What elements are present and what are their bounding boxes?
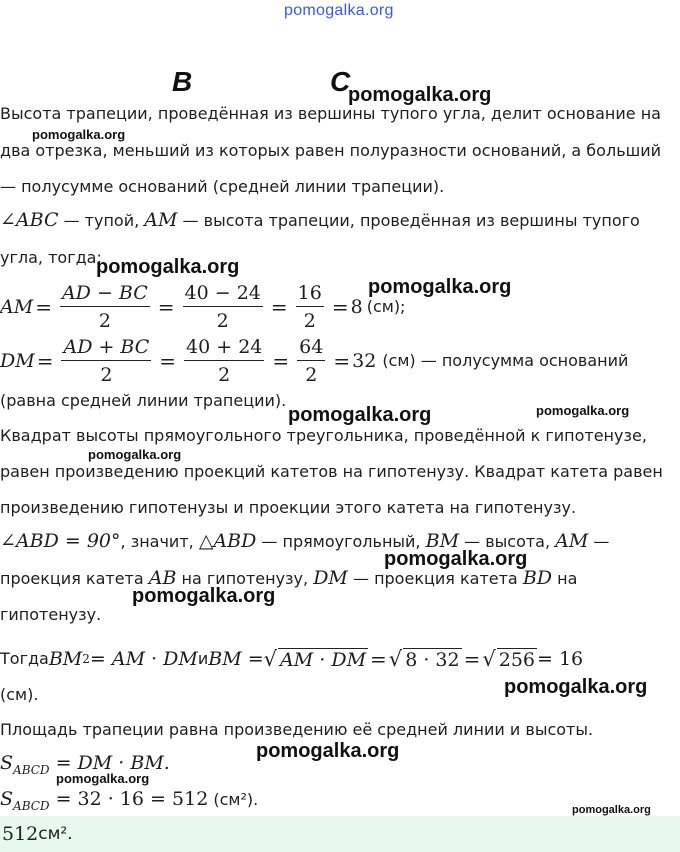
eq1-frac-3 <box>296 283 324 331</box>
answer-box <box>0 816 680 852</box>
angle-abd: ∠ABD = 90° <box>0 530 121 552</box>
eq2-unit: (см) — полусумма оснований <box>382 351 629 370</box>
watermark: pomogalka.org <box>132 585 276 607</box>
area-formula-2 <box>0 788 258 816</box>
watermark: pomogalka.org <box>88 447 182 462</box>
eq1-eq-4: = <box>331 295 349 319</box>
eq2-lhs: DM <box>0 350 35 372</box>
p2-text-1: — тупой, <box>58 211 145 230</box>
p2-line-1 <box>0 209 640 232</box>
eq1-frac-2 <box>183 283 263 331</box>
eq2-frac-1-num: AD + BC <box>61 337 151 361</box>
p4-text-1: , значит, <box>120 532 199 551</box>
eq2-frac-2 <box>184 337 264 385</box>
answer-value: 512 <box>2 823 39 845</box>
p5-text-1: Тогда <box>0 649 49 668</box>
watermark: pomogalka.org <box>56 771 150 786</box>
eq2-eq-3: = <box>272 349 290 373</box>
root-3: 256 <box>498 648 535 671</box>
bm-result: = 16 <box>537 648 584 670</box>
s2-symbol: S <box>0 788 14 810</box>
eq2-eq-4: = <box>333 349 351 373</box>
dm-symbol: DM <box>313 567 348 589</box>
p4-l2-text-4: на <box>552 569 578 588</box>
eq1-frac-2-num: 40 − 24 <box>183 283 263 307</box>
watermark: pomogalka.org <box>368 276 512 298</box>
sqrt-icon-1: √ <box>263 647 278 671</box>
bm-eq: BM = <box>208 648 264 670</box>
p4-text-4: — <box>588 532 610 551</box>
sqrt-icon-2: √ <box>388 647 403 671</box>
eq1-result: 8 <box>350 296 363 318</box>
bm2-base: BM <box>48 648 83 670</box>
p2-line-2: угла, тогда: <box>0 248 102 267</box>
eq2-frac-2-den: 2 <box>218 364 231 386</box>
am-symbol-2: AM <box>555 530 589 552</box>
vertex-label-c: C <box>330 66 351 97</box>
bm-symbol: BM <box>425 530 460 552</box>
eq1-frac-2-den: 2 <box>216 310 229 332</box>
watermark: pomogalka.org <box>96 256 240 278</box>
equation-am <box>0 282 405 332</box>
watermark: pomogalka.org <box>32 127 126 142</box>
p3-line-3: произведению гипотенузы и проекции этого катета на гипотенузу. <box>0 498 577 517</box>
s1-sub: ABCD <box>13 763 50 777</box>
p4-l2-text-2: на гипотенузу, <box>176 569 314 588</box>
eq1-frac-3-den: 2 <box>303 310 316 332</box>
eq1-eq-2: = <box>157 295 175 319</box>
p1-line-2: два отрезка, меньший из которых равен полуразности оснований, а больший <box>0 141 662 160</box>
bd-symbol: BD <box>522 567 553 589</box>
eq2-frac-1-den: 2 <box>100 364 113 386</box>
eq1-frac-1-den: 2 <box>98 310 111 332</box>
eq1-eq: = <box>35 295 52 319</box>
eq2-frac-2-num: 40 + 24 <box>184 337 264 361</box>
angle-abc: ∠ABC <box>0 209 59 231</box>
p5-and: и <box>197 649 209 668</box>
ab-symbol: AB <box>148 567 177 589</box>
bm2-prod: = AM · DM <box>89 648 198 670</box>
p2-text-2: — высота трапеции, проведённая из вершины тупого <box>177 211 640 230</box>
vertex-label-b: B <box>172 66 193 97</box>
answer-unit: см². <box>38 824 73 844</box>
p4-l2-text-1: проекция катета <box>0 569 149 588</box>
eq1-frac-1-num: AD − BC <box>60 283 150 307</box>
watermark: pomogalka.org <box>572 804 651 816</box>
eq1-unit: (см); <box>366 297 406 316</box>
root-2: 8 · 32 <box>405 648 460 671</box>
p4-text-2: — прямоугольный, <box>256 532 426 551</box>
watermark: pomogalka.org <box>504 676 648 698</box>
s2-rhs: = 32 · 16 = 512 <box>49 788 209 810</box>
eq2-eq: = <box>36 349 54 373</box>
s2-unit: (см²). <box>208 790 259 809</box>
s2-sub: ABCD <box>13 799 50 813</box>
watermark: pomogalka.org <box>536 403 630 418</box>
p1-line-3: — полусумме оснований (средней линии трапеции). <box>0 177 445 196</box>
eq1-eq-3: = <box>270 295 288 319</box>
eq2-frac-1 <box>61 337 151 385</box>
p4-l2-text-3: — проекция катета <box>347 569 523 588</box>
root-1: AM · DM <box>280 648 367 671</box>
eq2-result: 32 <box>352 350 377 372</box>
eq2-frac-3-num: 64 <box>297 337 325 361</box>
eq2-frac-3-den: 2 <box>305 364 318 386</box>
site-link[interactable]: pomogalka.org <box>284 2 394 19</box>
eq1-frac-3-num: 16 <box>296 283 324 307</box>
eq2-frac-3 <box>297 337 325 385</box>
triangle-abd: △ABD <box>198 530 257 552</box>
eq3-eq-1: = <box>370 647 387 671</box>
p4-text-3: — высота, <box>459 532 556 551</box>
p1-line-1: Высота трапеции, проведённая из вершины тупого угла, делит основание на <box>0 104 661 123</box>
p6-line-1: Площадь трапеции равна произведению её средней линии и высоты. <box>0 720 594 739</box>
watermark: pomogalka.org <box>384 548 528 570</box>
eq3-eq-2: = <box>463 647 481 671</box>
equation-dm <box>0 336 628 386</box>
watermark: pomogalka.org <box>348 84 492 106</box>
am-symbol: AM <box>144 209 178 231</box>
p3-line-2: равен произведению проекций катетов на гипотенузу. Квадрат катета равен <box>0 462 663 481</box>
s1-rhs: = DM · BM. <box>49 752 170 774</box>
eq1-lhs: AM <box>0 296 34 318</box>
equation-bm <box>0 644 583 674</box>
eq2-continuation: (равна средней линии трапеции). <box>0 391 287 410</box>
watermark: pomogalka.org <box>256 740 400 762</box>
s1-symbol: S <box>0 752 14 774</box>
eq2-eq-2: = <box>159 349 177 373</box>
bm2-exp: 2 <box>82 652 90 666</box>
sqrt-icon-3: √ <box>482 647 496 671</box>
watermark: pomogalka.org <box>288 404 432 426</box>
p3-line-1: Квадрат высоты прямоугольного треугольника, проведённой к гипотенузе, <box>0 426 647 445</box>
p4-line-3: гипотенузу. <box>0 605 102 624</box>
p5-line-2: (см). <box>0 685 39 704</box>
eq1-frac-1 <box>60 283 150 331</box>
